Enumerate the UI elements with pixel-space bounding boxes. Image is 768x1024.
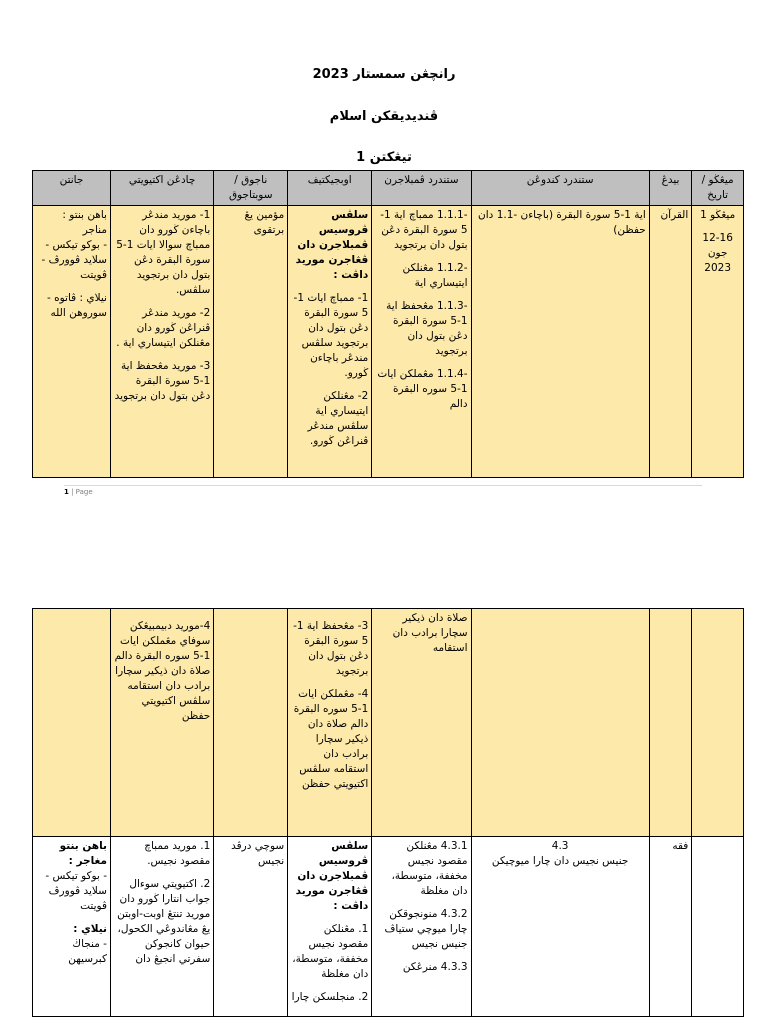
cell-field: القرآن <box>649 206 692 478</box>
cell-week-date <box>692 609 744 837</box>
cell-field <box>649 609 692 837</box>
cell-topic: سوچي درڤد نجيس <box>214 837 288 1017</box>
cell-content-standard: اية 1-5 سورة البقرة (باچاءن -1.1 دان حفظن) <box>471 206 649 478</box>
plan-table-page1 <box>32 170 744 478</box>
document-title: رانچڠن سمستار 2023 <box>312 67 456 82</box>
col-header-elements: جانتن <box>33 171 111 206</box>
col-header-learning-standard: ستندرد ڤمبلاجرن <box>372 171 471 206</box>
cell-learning-standard: -1.1.1 ممباچ اية 1-5 سورة البقرة دڠن بتول دان برتجويد -1.1.2 مڠنلكن ايتيساري اية -1.1.3 مڠحفظ اية 1-5 سورة البقرة دڠن بتول دان برتجويد -1.1.4 مڠملكن ايات 1-5 سوره البقرة دالم <box>372 206 471 478</box>
table-row <box>33 837 744 1017</box>
cell-elements <box>33 609 111 837</box>
cell-learning-standard: صلاة دان ذيكير سچارا برادب دان استقامه <box>372 609 471 837</box>
cell-activities: 4-موريد دبيمبيڠكن سوفاي مڠملكن ايات 1-5 سوره البقرة دالم صلاة دان ذيكير سچارا برادب دان استقامه سلڤس اكتيويتي حفظن <box>110 609 213 837</box>
cell-learning-standard: 4.3.1 مڠنلكن مقصود نجيس مخففة، متوسطة، دان مغلظة 4.3.2 منونجوقكن چارا ميوچي ستياڤ جنيس نجيس 4.3.3 منرڠكن <box>372 837 471 1017</box>
cell-content-standard <box>471 609 649 837</box>
table-row <box>33 206 744 478</box>
page-footer: 1 | Page <box>64 488 93 496</box>
cell-content-standard: 4.3 جنيس نجيس دان چارا ميوچيكن <box>471 837 649 1017</box>
cell-objective: سلڤس ڤروسيس ڤمبلاجرن دان ڤڠاجرن موريد داڤت : 1. مڠنلكن مقصود نجيس مخففة، متوسطة، دان مغلظة 2. منجلسكن چارا <box>288 837 372 1017</box>
cell-objective: سلڤس ڤروسيس ڤمبلاجرن دان ڤڠاجرن موريد داڤت : 1- ممباچ ايات 1-5 سورة البقرة دڠن بتول دان برتجويد سلڤس مندڠر باچاءن ڬورو. 2- مڠنلكن ايتيساري اية سلڤس مندڠر ڤنراڠن ڬورو. <box>288 206 372 478</box>
cell-week-date: ميڠڬو 1 12-16 جون 2023 <box>692 206 744 478</box>
col-header-topic: ناجوق / سوبتاجوق <box>214 171 288 206</box>
col-header-activities: چادڠن اكتيويتي <box>110 171 213 206</box>
form-title: تيڠكتن 1 <box>356 150 412 165</box>
col-header-objective: اوبجيكتيف <box>288 171 372 206</box>
cell-activities: 1. موريد ممباچ مقصود نجيس. 2. اكتيويتي سوءال جواب انتارا ڬورو دان موريد تنتڠ اوبت-اوبتن يڠ مڠاندوڠي الكحول، حيوان كانجوكن سفرتي انجيڠ دان <box>110 837 213 1017</box>
cell-activities: 1- موريد مندڠر باچاءن ڬورو دان ممباچ سوالا ايات 1-5 سورة البقرة دڠن بتول دان برتجويد سلڤس. 2- موريد مندڠر ڤنراڠن ڬورو دان مڠنلكن ايتيساري اية . 3- موريد مڠحفظ اية 1-5 سورة البقرة دڠن بتول دان برتجويد <box>110 206 213 478</box>
cell-elements: باهن بنتو مغاجر : - بوكو تيكس - سلايد ڤوورڤ ڤويتت نيلاي : - منجاڬ كبرسيهن <box>33 837 111 1017</box>
cell-topic <box>214 609 288 837</box>
footer-divider <box>64 485 702 486</box>
col-header-content-standard: ستندرد كندوڠن <box>471 171 649 206</box>
plan-table-page2 <box>32 608 744 1017</box>
cell-field: فقه <box>649 837 692 1017</box>
table-row <box>33 609 744 837</box>
col-header-field: بيدڠ <box>649 171 692 206</box>
cell-objective: 3- مڠحفظ اية 1-5 سورة البقرة دڠن بتول دان برتجويد 4- مڠملكن ايات 1-5 سوره البقرة دالم صلاة دان ذيكير سچارا برادب دان استقامه سلڤس اكتيويتي حفظن <box>288 609 372 837</box>
col-header-week-date: ميڠڬو / تاريخ <box>692 171 744 206</box>
cell-week-date <box>692 837 744 1017</box>
subject-title: ڤنديديقكن اسلام <box>329 109 439 124</box>
cell-elements: باهن بنتو : مناجر - بوكو تيكس - سلايد ڤوورڤ - ڤويتت نيلاي : ڤاتوه - سوروهن الله <box>33 206 111 478</box>
cell-topic: مؤمين يڠ برتقوى <box>214 206 288 478</box>
